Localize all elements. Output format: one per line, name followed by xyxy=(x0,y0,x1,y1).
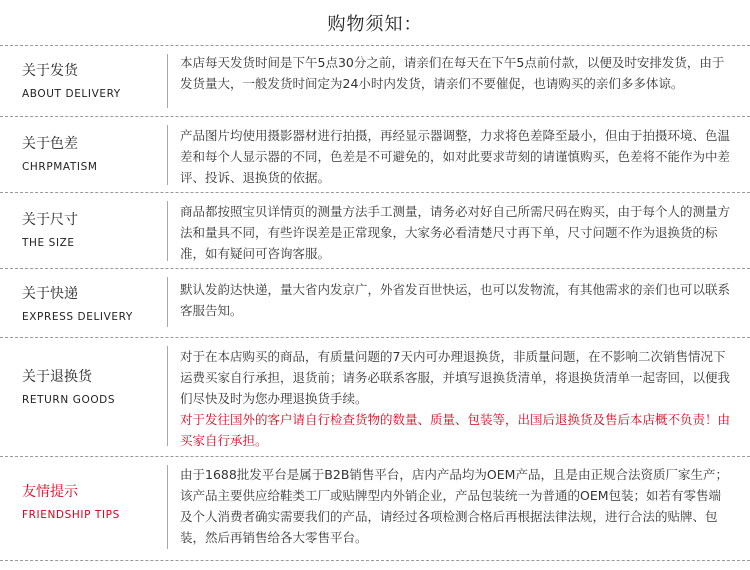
section-label xyxy=(22,285,133,324)
label-en: THE SIZE xyxy=(22,237,75,249)
label-en: EXPRESS DELIVERY xyxy=(22,311,133,323)
section-label xyxy=(22,135,98,174)
section-friendship-tips xyxy=(0,457,750,555)
vertical-divider xyxy=(167,277,168,327)
section-about-delivery xyxy=(0,46,750,114)
section-text xyxy=(180,125,730,188)
vertical-divider xyxy=(167,346,168,446)
divider xyxy=(0,560,750,561)
section-paragraph: 本店每天发货时间是下午5点30分之前，请亲们在每天在下午5点前付款，以便及时安排发货，由于发货量大，一般发货时间定为24小时内发货，请亲们不要催促，也请购买的亲们多多体谅。 xyxy=(180,55,725,91)
section-paragraph: 默认发韵达快递，量大省内发京广，外省发百世快运，也可以发物流，有其他需求的亲们也可以联系客服告知。 xyxy=(180,282,731,318)
page-title: 购物须知： xyxy=(327,14,423,35)
section-text xyxy=(180,52,730,94)
section-paragraph: 产品图片均使用摄影器材进行拍摄，再经显示器调整，力求将色差降至最小，但由于拍摄环境、色温差和每个人显示器的不同，色差是不可避免的，如对此要求苛刻的请谨慎购买，色差将不能作为中差评、投诉、退换货的依据。 xyxy=(180,128,731,185)
label-en: ABOUT DELIVERY xyxy=(22,88,121,100)
vertical-divider xyxy=(167,54,168,108)
label-zh: 关于退换货 xyxy=(22,369,92,385)
label-en: RETURN GOODS xyxy=(22,394,116,406)
section-text xyxy=(180,346,730,451)
section-express-delivery xyxy=(0,269,750,335)
section-return-goods xyxy=(0,338,750,454)
section-chromatism xyxy=(0,117,750,191)
section-label xyxy=(22,211,78,250)
section-text xyxy=(180,201,730,264)
section-paragraph: 商品都按照宝贝详情页的测量方法手工测量，请务必对好自己所需尺码在购买，由于每个人的测量方法和量具不同，有些许误差是正常现象，大家务必看清楚尺寸再下单，尺寸问题不作为退换货的标准，如有疑问可咨询客服。 xyxy=(180,204,731,261)
section-the-size xyxy=(0,193,750,267)
vertical-divider xyxy=(167,465,168,549)
section-label xyxy=(22,483,120,522)
label-zh: 关于尺寸 xyxy=(22,212,78,228)
vertical-divider xyxy=(167,125,168,185)
section-paragraph: 对于在本店购买的商品，有质量问题的7天内可办理退换货，非质量问题，在不影响二次销售情况下运费买家自行承担，退货前；请务必联系客服，并填写退换货清单，将退换货清单一起寄回，以便我们尽快及时为您办理退换货手续。 xyxy=(180,349,731,406)
label-zh: 关于发货 xyxy=(22,63,78,79)
label-en: FRIENDSHIP TIPS xyxy=(22,509,120,521)
section-paragraph: 由于1688批发平台是属于B2B销售平台，店内产品均为OEM产品，且是由正规合法资质厂家生产；该产品主要供应给鞋类工厂或贴牌型内外销企业，产品包装统一为普通的OEM包装；如若有零售端及个人消费者确实需要我们的产品，请经过各项检测合格后再根据法律法规，进行合法的贴牌、包装，然后再销售给各大零售平台。 xyxy=(180,467,728,545)
section-label xyxy=(22,368,115,407)
section-text xyxy=(180,464,730,548)
label-zh: 友情提示 xyxy=(22,484,78,500)
label-zh: 关于快递 xyxy=(22,286,78,302)
label-zh: 关于色差 xyxy=(22,136,78,152)
label-en: CHRPMATISM xyxy=(22,161,98,173)
vertical-divider xyxy=(167,201,168,261)
section-text xyxy=(180,279,730,321)
section-warning: 对于发往国外的客户请自行检查货物的数量、质量、包装等，出国后退换货及售后本店概不负责！由买家自行承担。 xyxy=(180,412,731,448)
section-label xyxy=(22,62,121,101)
